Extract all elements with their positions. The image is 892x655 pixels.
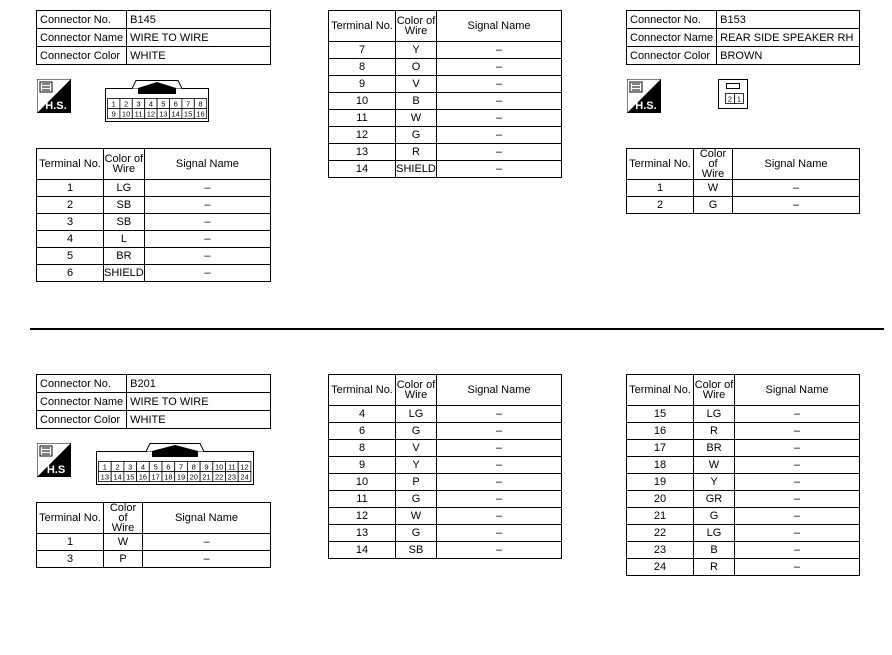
table-row [627,180,860,197]
signal-name-cell: – [437,93,562,110]
pin-label: 13 [100,472,110,482]
b145-info-table [36,10,271,65]
table-row [627,508,860,525]
pin-label: 19 [176,472,186,482]
wire-color-cell: LG [694,406,735,423]
connector-color-value: WHITE [127,411,271,429]
table-row [329,406,562,423]
pin-label: 23 [227,472,237,482]
pin-label: 6 [166,462,171,472]
terminal-no-cell: 9 [329,457,396,474]
wire-color-cell: Y [396,42,437,59]
pin-label: 7 [178,462,184,472]
pin-label: 2 [115,462,120,472]
pin-label: 10 [121,109,131,119]
table-row [627,406,860,423]
pin-label: 24 [240,472,249,482]
wire-color-cell: O [396,59,437,76]
b153-connector-face-diagram [718,79,748,109]
signal-name-cell: – [437,542,562,559]
connector-color-label: Connector Color [627,47,717,65]
wire-color-cell: Y [396,457,437,474]
signal-name-cell: – [437,110,562,127]
connector-no-label: Connector No. [627,11,717,29]
signal-name-cell: – [143,551,271,568]
pin-label: 15 [126,472,135,482]
table-row [329,144,562,161]
pin-label: 14 [171,109,180,119]
connector-name-value: REAR SIDE SPEAKER RH [717,29,860,47]
pin-label: 18 [164,472,173,482]
terminal-no-cell: 23 [627,542,694,559]
wire-color-cell: R [396,144,437,161]
wire-color-cell: SB [396,542,437,559]
terminal-no-cell: 20 [627,491,694,508]
pin-label: 5 [153,462,158,472]
b201-connector-face-diagram [96,443,254,485]
table-row [627,440,860,457]
wire-color-cell: SB [104,197,145,214]
signal-name-cell: – [437,423,562,440]
terminal-no-cell: 19 [627,474,694,491]
wire-color-cell: V [396,76,437,93]
connector-color-label: Connector Color [37,47,127,65]
signal-name-cell: – [437,440,562,457]
connector-name-value: WIRE TO WIRE [127,29,271,47]
table-row [627,457,860,474]
terminal-no-cell: 22 [627,525,694,542]
wire-color-cell: V [396,440,437,457]
terminal-no-header: Terminal No. [329,375,396,406]
terminal-no-cell: 14 [329,161,396,178]
connector-color-value: WHITE [127,47,271,65]
signal-name-cell: – [735,508,860,525]
pin-label: 1 [111,99,116,109]
table-row [37,534,271,551]
signal-name-cell: – [735,457,860,474]
signal-name-header: Signal Name [733,149,860,180]
terminal-no-cell: 11 [329,491,396,508]
terminal-no-cell: 10 [329,93,396,110]
wire-color-cell: R [694,423,735,440]
terminal-no-header: Terminal No. [627,375,694,406]
terminal-no-header: Terminal No. [329,11,396,42]
signal-name-header: Signal Name [143,503,271,534]
table-row [329,474,562,491]
pin-label: 12 [240,462,249,472]
terminal-no-cell: 3 [37,551,104,568]
terminal-no-cell: 1 [627,180,694,197]
hs-harness-side-icon [37,443,71,477]
signal-name-cell: – [437,508,562,525]
signal-name-cell: – [735,474,860,491]
terminal-no-cell: 1 [37,180,104,197]
wire-color-cell: G [396,491,437,508]
terminal-no-header: Terminal No. [627,149,694,180]
wire-color-cell: G [396,525,437,542]
table-row [627,559,860,576]
wire-color-cell: LG [694,525,735,542]
b201-terminal-table-continued-1 [328,374,562,559]
terminal-no-cell: 13 [329,525,396,542]
pin-label: 9 [111,109,116,119]
connector-no-value: B153 [717,11,860,29]
hs-label: H.S [46,464,66,476]
table-row [627,491,860,508]
b153-info-table [626,10,860,65]
signal-name-cell: – [437,42,562,59]
wire-color-cell: L [104,231,145,248]
pin-label: 1 [102,462,107,472]
terminal-no-cell: 13 [329,144,396,161]
pin-label: 16 [196,109,205,119]
signal-name-cell: – [735,491,860,508]
wire-color-cell: B [694,542,735,559]
section-divider [30,328,884,330]
signal-name-cell: – [143,534,271,551]
connector-color-label: Connector Color [37,411,127,429]
signal-name-cell: – [437,76,562,93]
signal-name-cell: – [437,144,562,161]
hs-label: H.S. [635,100,657,112]
terminal-no-cell: 4 [329,406,396,423]
wire-color-cell: G [396,423,437,440]
pin-label: 4 [148,99,153,109]
pin-label: 9 [204,462,209,472]
table-row [37,265,271,282]
connector-no-value: B201 [127,375,271,393]
table-row [329,42,562,59]
terminal-no-cell: 4 [37,231,104,248]
wire-color-cell: G [694,508,735,525]
pin-label: 22 [214,472,224,482]
table-row [37,248,271,265]
signal-name-header: Signal Name [144,149,270,180]
terminal-no-cell: 17 [627,440,694,457]
pin-label: 21 [202,472,211,482]
signal-name-cell: – [437,474,562,491]
table-row [37,551,271,568]
connector-name-value: WIRE TO WIRE [127,393,271,411]
color-of-wire-header: Color of Wire [104,503,143,534]
color-of-wire-header: Color of Wire [104,149,145,180]
hs-label: H.S. [45,100,67,112]
terminal-no-cell: 10 [329,474,396,491]
terminal-no-cell: 3 [37,214,104,231]
pin-label: 8 [198,99,203,109]
table-row [329,127,562,144]
terminal-no-header: Terminal No. [37,149,104,180]
table-row [329,491,562,508]
pin-label: 3 [128,462,133,472]
table-row [37,231,271,248]
pin-label: 11 [134,109,143,119]
signal-name-cell: – [437,525,562,542]
signal-name-cell: – [144,197,270,214]
pin-label: 17 [151,472,160,482]
signal-name-cell: – [144,265,270,282]
wire-color-cell: SHIELD [396,161,437,178]
pin-label: 4 [140,462,146,472]
hs-harness-side-icon [627,79,661,113]
hs-harness-side-icon [37,79,71,113]
signal-name-cell: – [735,423,860,440]
signal-name-cell: – [437,127,562,144]
signal-name-cell: – [735,440,860,457]
terminal-no-cell: 21 [627,508,694,525]
pin-label: 2 [124,99,129,109]
terminal-no-cell: 8 [329,440,396,457]
signal-name-cell: – [144,180,270,197]
wire-color-cell: G [694,197,733,214]
table-row [627,525,860,542]
wire-color-cell: BR [694,440,735,457]
table-row [627,197,860,214]
wire-color-cell: P [396,474,437,491]
signal-name-cell: – [144,231,270,248]
table-row [627,423,860,440]
signal-name-cell: – [437,59,562,76]
wire-color-cell: LG [104,180,145,197]
pin-label: 20 [189,472,198,482]
terminal-no-cell: 15 [627,406,694,423]
wire-color-cell: B [396,93,437,110]
signal-name-cell: – [735,559,860,576]
table-row [329,525,562,542]
table-row [329,423,562,440]
connector-name-label: Connector Name [627,29,717,47]
signal-name-cell: – [735,542,860,559]
wire-color-cell: Y [694,474,735,491]
connector-name-label: Connector Name [37,29,127,47]
terminal-no-cell: 5 [37,248,104,265]
table-row [37,197,271,214]
table-row [329,542,562,559]
pin-label: 7 [186,99,191,109]
table-row [329,110,562,127]
signal-name-cell: – [733,197,860,214]
signal-name-header: Signal Name [437,11,562,42]
table-row [37,214,271,231]
color-of-wire-header: Color of Wire [396,375,437,406]
pin-label: 6 [173,99,178,109]
connector-name-label: Connector Name [37,393,127,411]
terminal-no-cell: 2 [627,197,694,214]
terminal-no-cell: 16 [627,423,694,440]
wire-color-cell: W [104,534,143,551]
terminal-no-header: Terminal No. [37,503,104,534]
wire-color-cell: W [396,110,437,127]
pin-label: 2 [727,94,733,104]
table-row [329,440,562,457]
wire-color-cell: SHIELD [104,265,145,282]
b153-terminal-table [626,148,860,214]
connector-no-label: Connector No. [37,375,127,393]
signal-name-cell: – [437,161,562,178]
color-of-wire-header: Color of Wire [396,11,437,42]
wire-color-cell: LG [396,406,437,423]
wire-color-cell: R [694,559,735,576]
signal-name-cell: – [437,491,562,508]
pin-label: 10 [214,462,224,472]
signal-name-cell: – [735,525,860,542]
color-of-wire-header: Color of Wire [694,375,735,406]
table-row [329,59,562,76]
pin-label: 14 [113,472,122,482]
table-row [627,542,860,559]
terminal-no-cell: 2 [37,197,104,214]
connector-no-label: Connector No. [37,11,127,29]
b201-info-table [36,374,271,429]
b201-terminal-table-continued-2 [626,374,860,576]
pin-label: 1 [736,94,742,104]
b145-terminal-table-continued [328,10,562,178]
table-row [627,474,860,491]
table-row [329,457,562,474]
b201-terminal-table [36,502,271,568]
signal-name-cell: – [733,180,860,197]
wire-color-cell: SB [104,214,145,231]
terminal-no-cell: 11 [329,110,396,127]
terminal-no-cell: 8 [329,59,396,76]
pin-label: 8 [191,462,196,472]
color-of-wire-header: Color of Wire [694,149,733,180]
pin-label: 16 [138,472,148,482]
pin-label: 11 [227,462,236,472]
wire-color-cell: GR [694,491,735,508]
wire-color-cell: G [396,127,437,144]
wire-color-cell: W [694,180,733,197]
signal-name-cell: – [144,248,270,265]
wire-color-cell: W [694,457,735,474]
connector-latch [727,84,740,89]
terminal-no-cell: 1 [37,534,104,551]
signal-name-cell: – [437,457,562,474]
wire-color-cell: W [396,508,437,525]
signal-name-header: Signal Name [735,375,860,406]
table-row [329,508,562,525]
wire-color-cell: P [104,551,143,568]
table-row [329,76,562,93]
table-row [37,180,271,197]
pin-label: 15 [183,109,193,119]
connector-no-value: B145 [127,11,271,29]
wire-color-cell: BR [104,248,145,265]
table-row [329,93,562,110]
pin-label: 12 [146,109,156,119]
terminal-no-cell: 6 [37,265,104,282]
terminal-no-cell: 7 [329,42,396,59]
pin-label: 13 [159,109,168,119]
terminal-no-cell: 12 [329,508,396,525]
signal-name-cell: – [735,406,860,423]
terminal-no-cell: 18 [627,457,694,474]
table-row [329,161,562,178]
terminal-no-cell: 12 [329,127,396,144]
b145-connector-face-diagram [105,80,209,122]
signal-name-cell: – [144,214,270,231]
signal-name-cell: – [437,406,562,423]
terminal-no-cell: 24 [627,559,694,576]
b145-terminal-table [36,148,271,282]
terminal-no-cell: 9 [329,76,396,93]
connector-color-value: BROWN [717,47,860,65]
terminal-no-cell: 6 [329,423,396,440]
signal-name-header: Signal Name [437,375,562,406]
pin-label: 3 [136,99,141,109]
terminal-no-cell: 14 [329,542,396,559]
pin-label: 5 [161,99,166,109]
